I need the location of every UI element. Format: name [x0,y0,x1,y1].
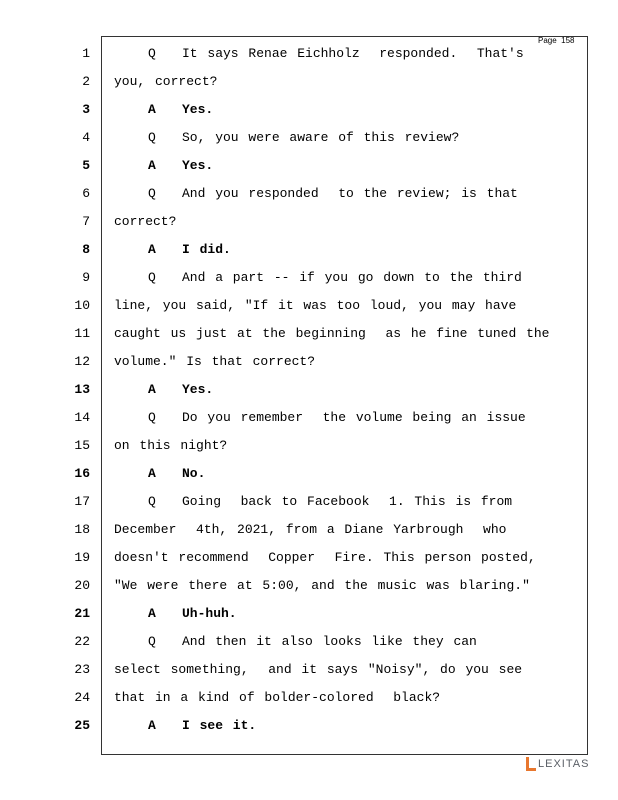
speaker-label: A [148,158,156,173]
line-number: 12 [74,354,90,369]
line-number: 17 [74,494,90,509]
line-number: 23 [74,662,90,677]
speaker-label: Q [148,410,156,425]
transcript-line [0,354,618,382]
line-body: I see it. [182,718,257,733]
line-text: that in a kind of bolder-colored black? [114,690,441,705]
line-number: 16 [74,466,90,481]
speaker-label: A [148,102,156,117]
line-number: 8 [82,242,90,257]
line-text [148,466,205,482]
line-number: 7 [82,214,90,229]
line-number: 19 [74,550,90,565]
transcript-line [0,606,618,634]
line-text: doesn't recommend Copper Fire. This person posted, [114,550,536,565]
page-number-label [538,36,575,45]
line-text: on this night? [114,438,228,453]
line-body: And then it also looks like they can [182,634,477,649]
transcript-line [0,326,618,354]
line-body: Yes. [182,158,214,173]
line-body: Do you remember the volume being an issue [182,410,526,425]
line-text [148,606,237,622]
line-number: 14 [74,410,90,425]
line-body: Going back to Facebook 1. This is from [182,494,513,509]
transcript-line [0,102,618,130]
speaker-label: Q [148,130,156,145]
line-text: December 4th, 2021, from a Diane Yarbrough who [114,522,507,537]
line-number: 4 [82,130,90,145]
transcript-line [0,410,618,438]
logo-text: LEXITAS [538,758,590,770]
transcript-line [0,382,618,410]
line-text [148,130,459,146]
line-text [148,718,256,734]
line-text: "We were there at 5:00, and the music was blaring." [114,578,530,593]
page-label-text: Page [538,36,557,45]
speaker-label: A [148,718,156,733]
line-text: select something, and it says "Noisy", do you see [114,662,523,677]
speaker-label: A [148,382,156,397]
transcript-line [0,46,618,74]
line-number: 1 [82,46,90,61]
line-text [148,158,213,174]
line-number: 22 [74,634,90,649]
line-text: correct? [114,214,177,229]
transcript-line [0,466,618,494]
transcript-line [0,130,618,158]
speaker-label: Q [148,270,156,285]
line-number: 6 [82,186,90,201]
line-number: 20 [74,578,90,593]
line-body: So, you were aware of this review? [182,130,460,145]
transcript-line [0,634,618,662]
transcript-line [0,298,618,326]
line-body: Yes. [182,102,214,117]
line-text [148,242,231,258]
line-body: And you responded to the review; is that [182,186,518,201]
line-text: volume." Is that correct? [114,354,316,369]
line-number: 18 [74,522,90,537]
line-text: line, you said, "If it was too loud, you may have [114,298,517,313]
line-text: caught us just at the beginning as he fine tuned the [114,326,550,341]
transcript-line [0,494,618,522]
transcript-line [0,578,618,606]
line-body: No. [182,466,206,481]
line-body: It says Renae Eichholz responded. That's [182,46,524,61]
speaker-label: A [148,242,156,257]
lexitas-logo [526,757,589,771]
speaker-label: Q [148,494,156,509]
line-number: 11 [74,326,90,341]
speaker-label: Q [148,46,156,61]
line-text [148,186,518,202]
line-text [148,494,512,510]
lexitas-mark-icon [526,757,536,771]
speaker-label: Q [148,186,156,201]
page-number: 158 [561,36,575,45]
line-text [148,270,522,286]
transcript-line [0,522,618,550]
transcript-line [0,186,618,214]
transcript-line [0,690,618,718]
transcript-line [0,74,618,102]
transcript-line [0,242,618,270]
line-text [148,410,526,426]
line-number: 15 [74,438,90,453]
speaker-label: Q [148,634,156,649]
line-text [148,382,213,398]
transcript-line [0,214,618,242]
transcript-line [0,718,618,746]
line-body: Yes. [182,382,214,397]
line-number: 10 [74,298,90,313]
line-number: 21 [74,606,90,621]
speaker-label: A [148,606,156,621]
line-text [148,634,477,650]
line-number: 2 [82,74,90,89]
line-number: 25 [74,718,90,733]
line-number: 3 [82,102,90,117]
line-body: I did. [182,242,231,257]
transcript-line [0,550,618,578]
line-text [148,46,524,62]
line-number: 5 [82,158,90,173]
line-number: 24 [74,690,90,705]
speaker-label: A [148,466,156,481]
transcript-line [0,158,618,186]
line-body: And a part -- if you go down to the third [182,270,522,285]
transcript-line [0,438,618,466]
transcript-line [0,270,618,298]
line-text [148,102,213,118]
line-number: 9 [82,270,90,285]
line-text: you, correct? [114,74,218,89]
line-number: 13 [74,382,90,397]
transcript-line [0,662,618,690]
line-body: Uh-huh. [182,606,237,621]
